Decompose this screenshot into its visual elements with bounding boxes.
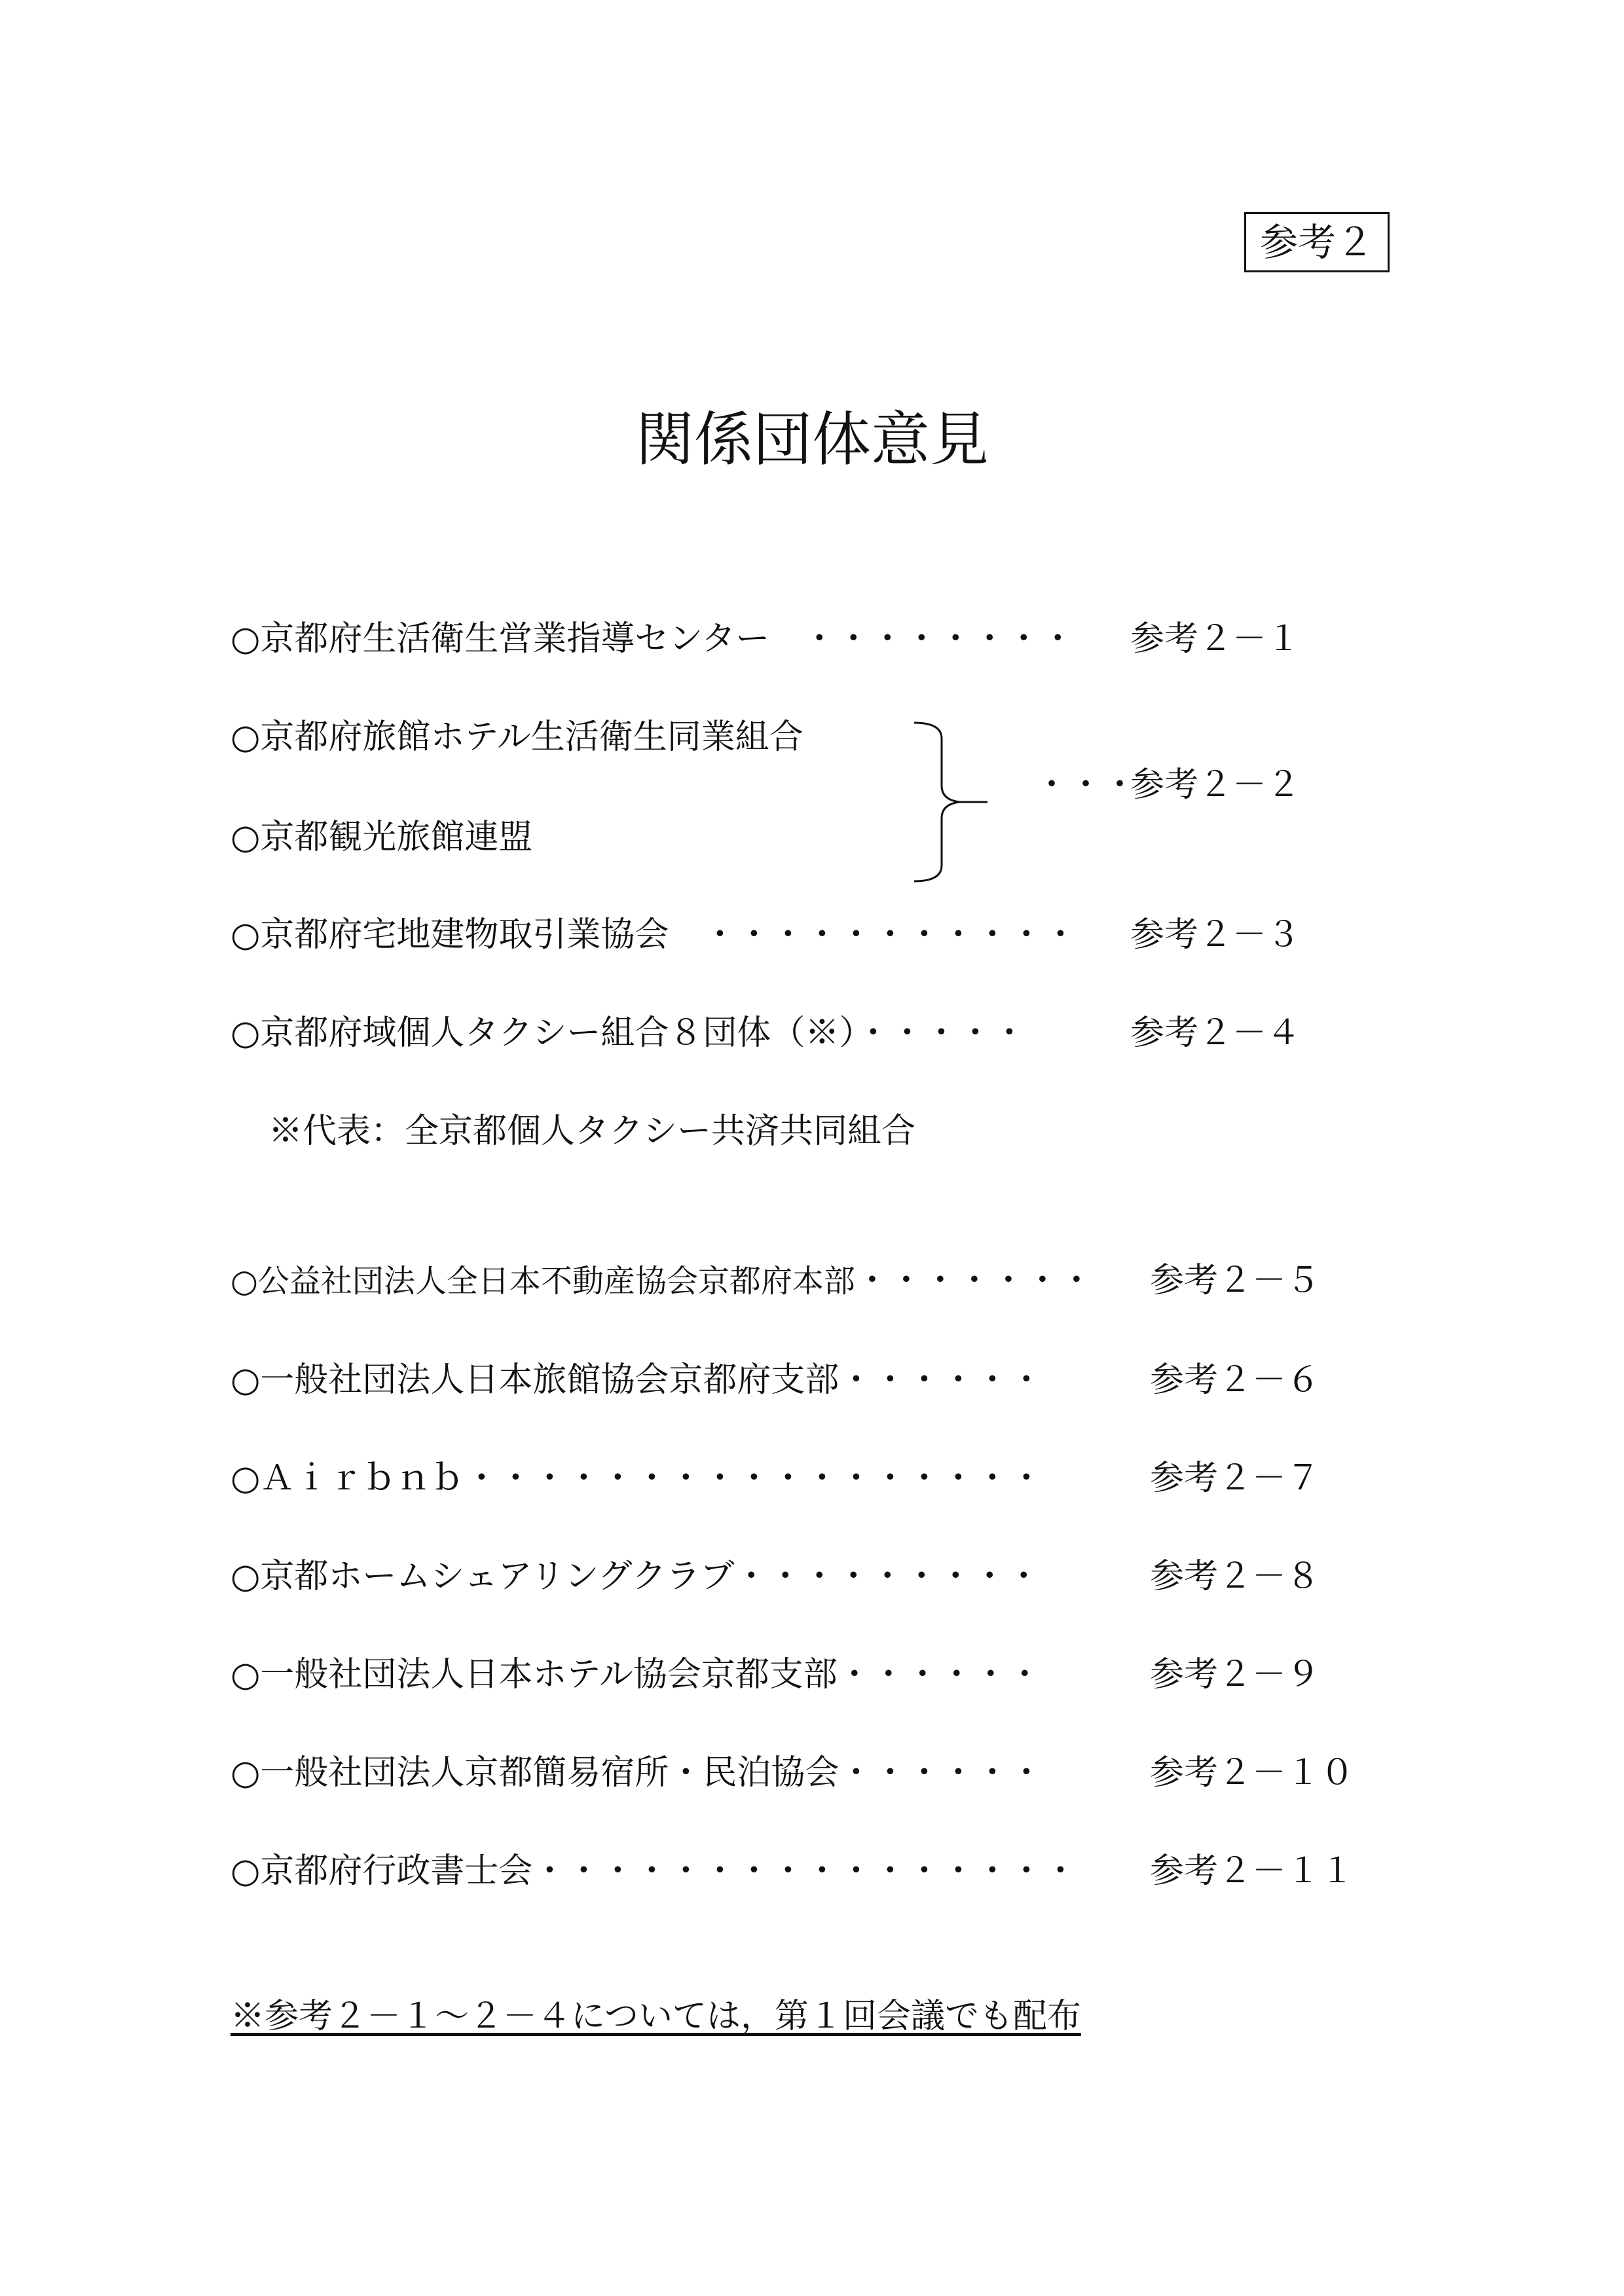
organization-name: ○京都観光旅館連盟 — [231, 818, 533, 857]
organization-name: ○京都府旅館ホテル生活衛生同業組合 — [231, 718, 803, 757]
leader-dots: ・・・・・・・・・・・・・・・・・ — [464, 1459, 1044, 1498]
reference-number: 参考２－１０ — [1150, 1753, 1355, 1793]
organization-name: ○京都府宅地建物取引業協会 — [231, 915, 669, 955]
organization-name: ○一般社団法人日本旅館協会京都府支部 — [231, 1360, 840, 1400]
leader-dots: ・・・・・・・・・・・・・・・・ — [532, 1851, 1078, 1891]
organization-name: ○Ａｉｒｂｎｂ — [231, 1459, 465, 1498]
list-item — [231, 1651, 1042, 1698]
reference-number: 参考２－３ — [1130, 915, 1301, 955]
reference-number: 参考２－６ — [1150, 1360, 1321, 1400]
list-item — [231, 1455, 1043, 1502]
reference-number: 参考２－２ — [1130, 765, 1301, 805]
reference-number: 参考２－７ — [1150, 1459, 1321, 1498]
list-item — [231, 615, 1075, 663]
list-item — [231, 1010, 1026, 1057]
organization-name: ○京都府域個人タクシー組合８団体（※） — [231, 1013, 857, 1053]
leader-dots: ・・・・・・ — [839, 1753, 1044, 1793]
page-title: 関係団体意見 — [635, 405, 989, 474]
organization-name: ○公益社団法人全日本不動産協会京都府本部 — [231, 1263, 855, 1300]
organization-name: ○京都府生活衛生営業指導センター — [231, 619, 770, 659]
list-item — [231, 911, 1077, 958]
leader-dots: ・・・・・・ — [839, 1360, 1044, 1400]
reference-number: 参考２－９ — [1150, 1655, 1321, 1694]
list-item — [231, 814, 532, 861]
list-item — [231, 1848, 1077, 1895]
reference-number: 参考２－１ — [1130, 619, 1301, 659]
leader-dots: ・・・・・・・・ — [802, 619, 1075, 659]
list-item — [231, 1257, 1094, 1305]
representative-note: ※代表：全京都個人タクシー共済共同組合 — [268, 1112, 916, 1151]
footer-note: ※参考２－１～２－４については，第１回会議でも配布 — [231, 1997, 1081, 2036]
list-item — [231, 714, 803, 761]
leader-dots: ・・・・・・・ — [855, 1261, 1094, 1300]
organization-name: ○一般社団法人日本ホテル協会京都支部 — [231, 1655, 838, 1694]
leader-dots: ・・・・・・・・・・・ — [703, 915, 1078, 955]
organization-name: ○一般社団法人京都簡易宿所・民泊協会 — [231, 1753, 840, 1793]
right-curly-brace-icon — [908, 720, 999, 884]
list-item — [231, 1357, 1043, 1404]
leader-dots: ・・・・・ — [856, 1013, 1027, 1053]
reference-label-box: 参考２ — [1244, 212, 1390, 272]
reference-number: 参考２－８ — [1150, 1557, 1321, 1596]
reference-number: 参考２－１１ — [1150, 1851, 1355, 1891]
list-item — [231, 1749, 1043, 1796]
organization-name: ○京都府行政書士会 — [231, 1851, 533, 1891]
leader-dots: ・・・ — [1035, 765, 1137, 805]
leader-dots: ・・・・・・ — [837, 1655, 1042, 1694]
list-item — [231, 1553, 1041, 1600]
leader-dots: ・・・・・・・・・ — [734, 1557, 1041, 1596]
organization-name: ○京都ホームシェアリングクラブ — [231, 1557, 735, 1596]
reference-number: 参考２－５ — [1150, 1261, 1321, 1300]
reference-number: 参考２－４ — [1130, 1013, 1301, 1053]
